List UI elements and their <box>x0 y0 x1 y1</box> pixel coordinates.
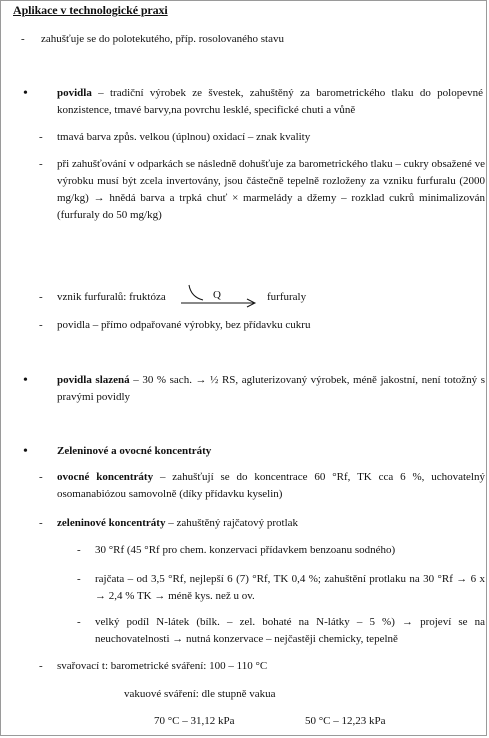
dash-marker: - <box>39 158 43 170</box>
term-bold: povidla <box>57 87 92 99</box>
dash-marker: - <box>21 33 25 45</box>
term-bold: zeleninové koncentráty <box>57 517 166 529</box>
list-item <box>77 571 485 605</box>
item-text: povidla – přímo odpařované výrobky, bez přídavku cukru <box>57 319 311 331</box>
list-item <box>21 31 481 48</box>
dash-marker: - <box>39 131 43 143</box>
list-item <box>77 614 485 648</box>
vacuum-line: vakuové sváření: dle stupně vakua <box>124 688 276 700</box>
section-heading: Zeleninové a ovocné koncentráty <box>57 445 212 457</box>
item-text: tmavá barva způs. velkou (úplnou) oxidací – znak kvality <box>57 131 311 143</box>
item-text <box>57 372 485 406</box>
list-item <box>39 156 485 224</box>
item-text <box>57 515 485 532</box>
vacuum-value-2: 50 °C – 12,23 kPa <box>305 715 386 727</box>
term-desc: – 30 % sach. → ½ RS, aglutеrizovaný výrobek, méně jakostní, není totožný s pravými povidly <box>57 374 485 403</box>
dash-marker: - <box>77 573 81 585</box>
reaction-left: vznik furfuralů: fruktóza <box>57 291 166 303</box>
list-item <box>39 317 485 334</box>
bullet-marker: • <box>23 373 28 388</box>
item-text <box>57 469 485 503</box>
section-title: Aplikace v technologické praxi <box>13 3 168 17</box>
item-text: 30 °Rf (45 °Rf pro chem. konzervaci přídavkem benzoanu sodného) <box>95 544 396 556</box>
list-item <box>39 515 485 532</box>
dash-marker: - <box>39 319 43 331</box>
dash-marker: - <box>77 544 81 556</box>
item-text <box>57 85 483 119</box>
bullet-marker: • <box>23 444 28 459</box>
term-bold: povidla slazená <box>57 374 130 386</box>
list-item <box>39 469 485 503</box>
reaction-q: Q <box>213 289 221 301</box>
arrow-icon <box>181 283 261 313</box>
bullet-marker: • <box>23 86 28 101</box>
list-item <box>77 542 485 559</box>
term-bold: ovocné koncentráty <box>57 471 154 483</box>
reaction-arrow <box>181 283 261 313</box>
dash-marker: - <box>39 660 43 672</box>
vacuum-value-1: 70 °C – 31,12 kPa <box>154 715 235 727</box>
list-item <box>39 129 485 146</box>
item-text: velký podíl N-látek (bílk. – zel. bohaté na N-látky – 5 %) → projeví se na neuchovatelnosti → nutná konzervace – nejčastěji chemicky, tepelně <box>95 616 485 645</box>
item-text: svařovací t: barometrické sváření: 100 – 110 °C <box>57 660 268 672</box>
item-text: zahušťuje se do polotekutého, příp. rosolovaného stavu <box>41 33 284 45</box>
dash-marker: - <box>39 471 43 483</box>
item-text <box>57 443 485 460</box>
term-desc: – zahuštěný rajčatový protlak <box>165 517 299 529</box>
dash-marker: - <box>39 517 43 529</box>
term-desc: – zahušťují se do koncentrace 60 °Rf, TK cca 6 %, uchovatelný osomanabiózou samovolně (díky přídavku kyselin) <box>57 471 485 500</box>
dash-marker: - <box>77 616 81 628</box>
list-item <box>39 658 485 675</box>
term-desc: – tradiční výrobek ze švestek, zahuštěný za barometrického tlaku do polopevné konzistence, tmavé barvy,na povrchu lesklé, specifické chuti a vůně <box>57 87 483 116</box>
item-text: rajčata – od 3,5 °Rf, nejlepší 6 (7) °Rf, TK 0,4 %; zahuštění protlaku na 30 °Rf → 6 x → 2,4 % TK → méně kys. než u ov. <box>95 573 485 602</box>
list-item <box>23 372 485 406</box>
list-item <box>23 443 485 460</box>
item-text: při zahušťování v odparkách se následně dohušťuje za barometrického tlaku – cukry obsažené ve výrobku musí být zcela invertovány, jsou částečně tepelně rozloženy za vzniku furfuralu (2000 mg/kg) → hnědá barva a trpká chuť × marmelády a džemy – rozklad cukrů minimalizován (furfuraly do 50 mg/kg) <box>57 158 485 221</box>
reaction-right: furfuraly <box>267 291 307 303</box>
list-item <box>23 85 483 119</box>
dash-marker: - <box>39 291 43 303</box>
